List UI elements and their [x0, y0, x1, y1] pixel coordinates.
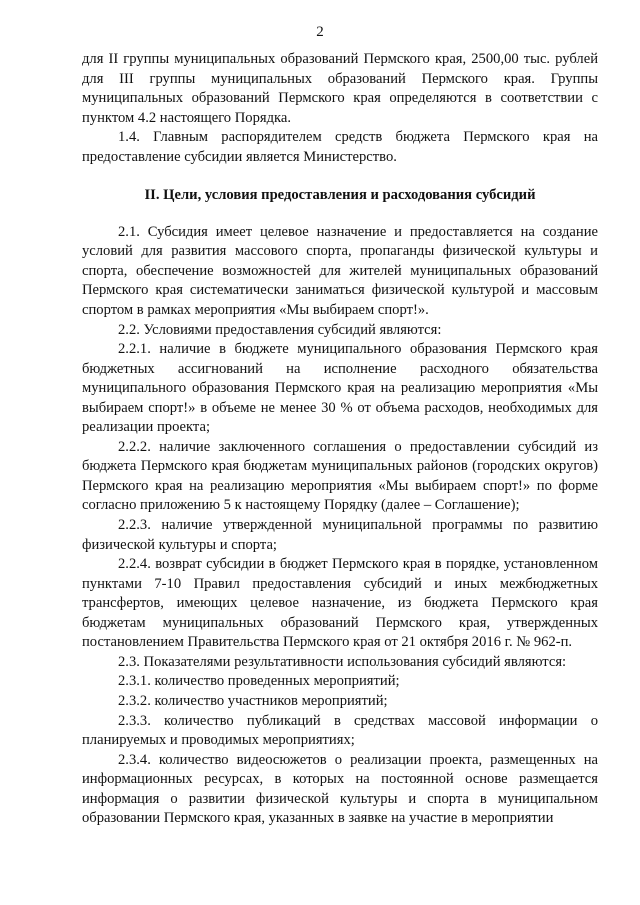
document-body — [82, 50, 598, 829]
paragraph-2-2-4: 2.2.4. возврат субсидии в бюджет Пермского края в порядке, установленном пунктами 7-10 Правил предоставления субсидий и иных межбюджетных трансфертов, имеющих целевое назначение, из бюджета Пермского края бюджетам муниципальных образований Пермского края, утвержденных постановлением Правительства Пермского края от 21 октября 2016 г. № 962-п. — [82, 556, 598, 651]
section-heading: II. Цели, условия предоставления и расходования субсидий — [144, 187, 536, 204]
paragraph-2-2-1: 2.2.1. наличие в бюджете муниципального образования Пермского края бюджетных ассигнований на исполнение расходного обязательства муниципального образования Пермского края на реализацию мероприятия «Мы выбираем спорт!» в объеме не менее 30 % от объема расходов, необходимых для реализации проекта; — [82, 341, 598, 436]
paragraph-2-3-3: 2.3.3. количество публикаций в средствах массовой информации о планируемых и проводимых мероприятиях; — [82, 712, 598, 749]
paragraph-2-3-1: 2.3.1. количество проведенных мероприятий; — [118, 673, 400, 690]
paragraph-2-2-2: 2.2.2. наличие заключенного соглашения о предоставлении субсидий из бюджета Пермского края бюджетам муниципальных районов (городских округов) Пермского края на реализацию мероприятия «Мы выбираем спорт!» по форме согласно приложению 5 к настоящему Порядку (далее – Соглашение); — [82, 438, 598, 514]
page-number: 2 — [316, 24, 324, 40]
paragraph-2-3: 2.3. Показателями результативности использования субсидий являются: — [118, 653, 567, 670]
paragraph-continuation: для II группы муниципальных образований Пермского края, 2500,00 тыс. рублей для III группы муниципальных образований Пермского края. Группы муниципальных образований Пермского края определяются в соответствии с пунктом 4.2 настоящего Порядка. — [82, 51, 598, 126]
paragraph-2-3-4: 2.3.4. количество видеосюжетов о реализации проекта, размещенных на информационных ресурсах, в которых на постоянной основе размещается информация о развитии физической культуры и спорта в муниципальном образовании Пермского края, указанных в заявке на участие в мероприятии — [82, 751, 598, 827]
paragraph-2-1: 2.1. Субсидия имеет целевое назначение и предоставляется на создание условий для развития массового спорта, пропаганды физической культуры и спорта, обеспечение возможностей для жителей муниципальных образований Пермского края систематически заниматься физической культурой и массовым спортом в рамках мероприятия «Мы выбираем спорт!». — [82, 223, 598, 319]
paragraph-2-3-2: 2.3.2. количество участников мероприятий; — [118, 692, 388, 709]
paragraph-2-2-3: 2.2.3. наличие утвержденной муниципальной программы по развитию физической культуры и спорта; — [82, 517, 598, 553]
paragraph-1-4: 1.4. Главным распорядителем средств бюджета Пермского края на предоставление субсидии является Министерство. — [82, 129, 598, 165]
paragraph-2-2: 2.2. Условиями предоставления субсидий являются: — [118, 321, 442, 338]
